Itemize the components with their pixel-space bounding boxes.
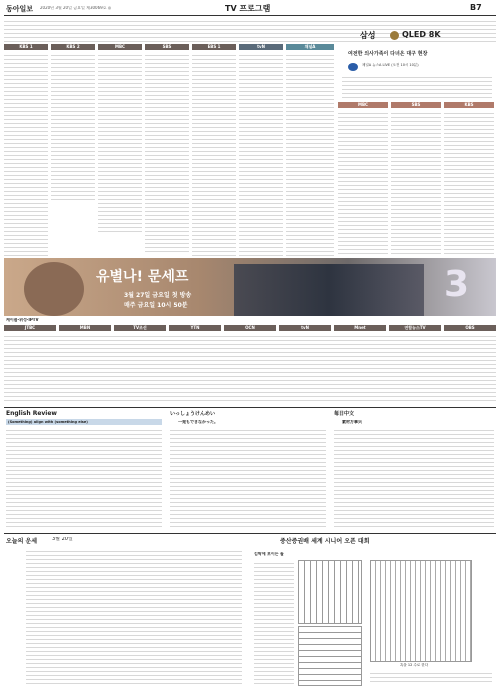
program-list xyxy=(286,52,334,257)
baduk-board-main xyxy=(370,560,472,662)
ad-body xyxy=(342,74,492,98)
baduk-caption: 흑을 12 수로 한다 xyxy=(400,663,429,667)
ad-program: 채널A 뉴스A LIVE (오전 10시 10분) xyxy=(362,63,419,67)
program-list xyxy=(192,52,236,257)
channel-header: OBS xyxy=(444,325,496,331)
baduk-notes xyxy=(370,670,492,684)
channel-header: OCN xyxy=(224,325,276,331)
newspaper-title: 동아일보 xyxy=(6,5,34,13)
channel-header: EBS 1 xyxy=(192,44,236,50)
banner-line2: 매주 금요일 10시 50분 xyxy=(124,302,188,309)
banner-title: 유별나! 문세프 xyxy=(96,269,189,285)
baduk-column xyxy=(250,536,496,688)
lesson-body xyxy=(6,427,162,527)
baduk-commentary xyxy=(254,560,294,686)
program-list xyxy=(145,52,189,252)
horoscope-body xyxy=(26,548,242,686)
issue-date: 2020년 3월 20일 금요일 제30069호 ◎ xyxy=(40,6,112,10)
header-rule xyxy=(4,15,496,16)
chinese-subtitle: 素材万事兴 xyxy=(342,420,362,424)
channel-header: Mnet xyxy=(334,325,386,331)
baduk-board xyxy=(298,560,362,624)
channel-header: SBS xyxy=(391,102,441,108)
drama-banner xyxy=(4,258,496,316)
program-list xyxy=(4,333,496,403)
program-list xyxy=(338,110,388,255)
channel-header: MBC xyxy=(98,44,142,50)
japanese-lesson xyxy=(168,410,328,530)
baduk-subtitle: 김탁에 보이는 돌 xyxy=(254,552,284,556)
channel-header: tvN xyxy=(239,44,283,50)
right-schedule xyxy=(338,102,496,257)
channel-header: SBS xyxy=(145,44,189,50)
program-list xyxy=(51,52,95,202)
channel-header: KBS 1 xyxy=(4,44,48,50)
program-list xyxy=(391,110,441,255)
tv-schedule-grid xyxy=(4,44,334,257)
lesson-body xyxy=(170,427,326,527)
cast-group-photo xyxy=(234,264,424,316)
cable-schedule xyxy=(4,325,496,405)
channel-a-logo-icon xyxy=(348,63,358,71)
channel-header: TV조선 xyxy=(114,325,166,331)
section-title: TV 프로그램 xyxy=(225,4,271,13)
brand-name: 삼성 xyxy=(360,31,376,40)
samsung-logo-icon xyxy=(390,31,399,40)
program-list xyxy=(4,52,48,257)
english-review xyxy=(4,410,164,530)
channel-header: YTN xyxy=(169,325,221,331)
channel-header: JTBC xyxy=(4,325,56,331)
horoscope xyxy=(4,536,244,688)
program-list xyxy=(444,110,494,255)
channel-header: 연합뉴스TV xyxy=(389,325,441,331)
lesson-body xyxy=(334,427,494,527)
baduk-title: 중산증권배 세계 시니어 오픈 대회 xyxy=(280,538,370,545)
japanese-title: いっしょうけんめい xyxy=(170,411,216,417)
ad-headline: 여전한 의사가족이 다녀온 대구 현장 xyxy=(348,51,428,57)
channel-header: KBS xyxy=(444,102,494,108)
channel-header: MBC xyxy=(338,102,388,108)
channel-header: tvN xyxy=(279,325,331,331)
horoscope-date: 3월 20일 xyxy=(52,537,73,541)
program-list xyxy=(239,52,283,257)
english-title: English Review xyxy=(6,410,57,417)
cast-photo xyxy=(24,262,84,316)
program-list xyxy=(98,52,142,232)
lesson-title: (Something) align with (something else) xyxy=(8,420,88,424)
page-number: B7 xyxy=(470,3,482,12)
channel-header: KBS 2 xyxy=(51,44,95,50)
section-rule xyxy=(4,533,496,534)
baduk-board-2 xyxy=(298,626,362,686)
horoscope-title: 오늘의 운세 xyxy=(6,538,38,545)
logo-3: 3 xyxy=(444,264,470,305)
chinese-lesson xyxy=(332,410,496,530)
japanese-subtitle: 一発もできなかった。 xyxy=(178,420,218,424)
banner-line1: 3월 27일 금요일 첫 방송 xyxy=(124,292,192,299)
product-name: QLED 8K xyxy=(402,30,441,39)
section-rule xyxy=(4,407,496,408)
cable-label: 케이블·위성·IPTV xyxy=(6,318,39,322)
channel-header: MBN xyxy=(59,325,111,331)
chinese-title: 每日中文 xyxy=(334,411,355,417)
channel-header: 채널A xyxy=(286,44,334,50)
samsung-ad xyxy=(338,30,496,100)
